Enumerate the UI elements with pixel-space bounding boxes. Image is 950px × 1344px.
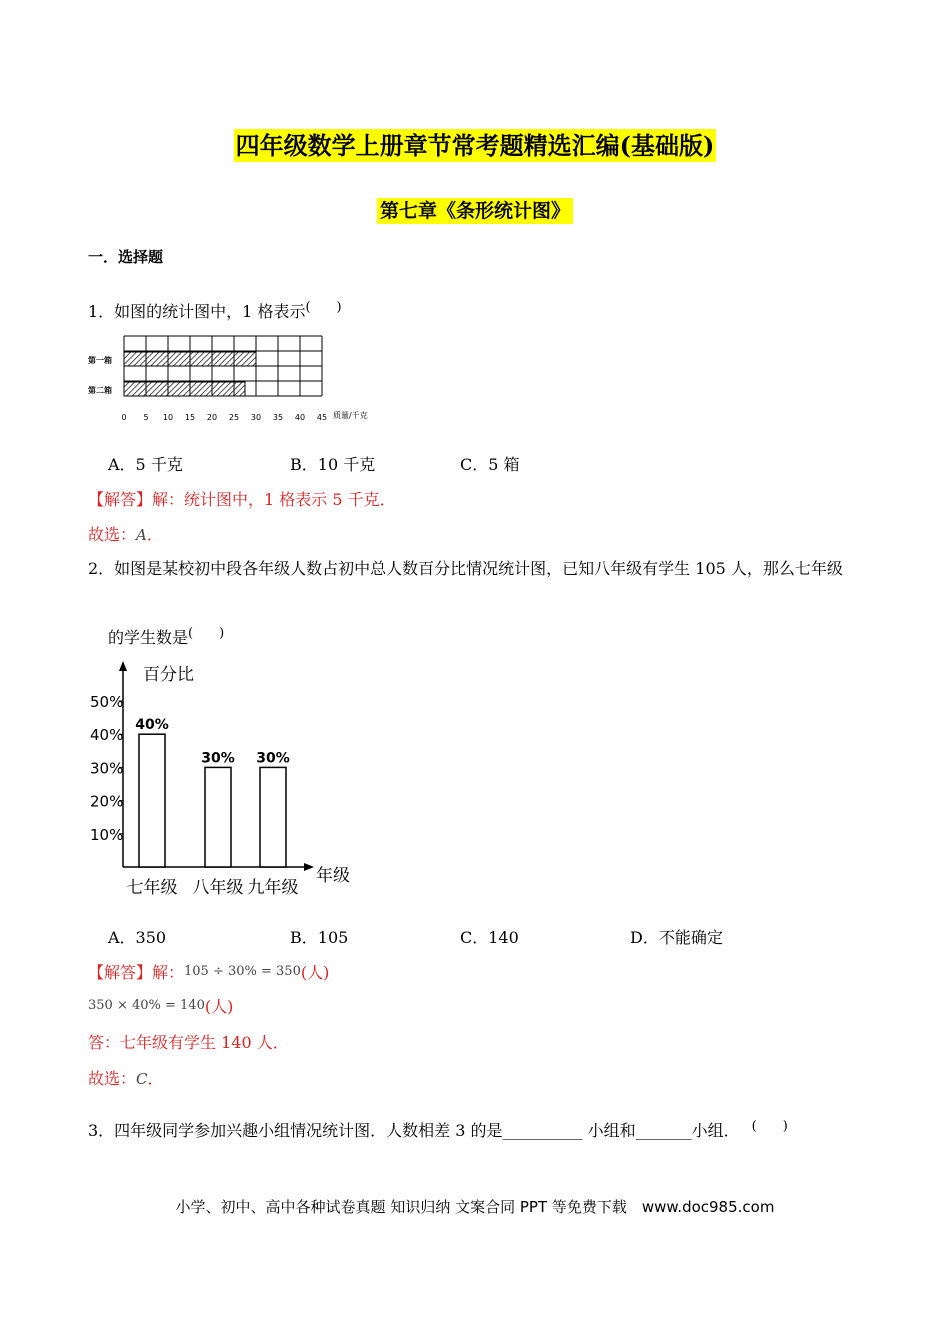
q2-option-c[interactable]: C．140 (460, 928, 519, 947)
question-1 (88, 296, 342, 322)
q2-option-b[interactable]: B．105 (290, 928, 349, 947)
tick-label: 35 (272, 413, 284, 422)
q2-choice-letter: C (136, 1070, 148, 1088)
category-label: 七年级 (126, 878, 178, 898)
q2-answer-line3: 答：七年级有学生 140 人． (88, 1033, 289, 1052)
x-axis-arrow (304, 863, 314, 871)
q1-answer: 【解答】解：统计图中，1 格表示 5 千克． (88, 490, 396, 509)
tick-label: 15 (184, 413, 196, 422)
q1-horizontal-bar-chart (88, 332, 368, 424)
y-axis-arrow (119, 661, 127, 671)
question-1-text: 1．如图的统计图中，1 格表示 (88, 302, 306, 321)
q1-choice-letter: A (136, 526, 147, 544)
q1-option-a[interactable]: A．5 千克 (108, 455, 183, 474)
bar-value-label: 30% (256, 750, 290, 767)
formula-1: 105 ÷ 30% = 350 (184, 964, 301, 979)
bar-value-label: 40% (135, 717, 169, 734)
answer-paren-2: ( ) (188, 626, 225, 641)
y-tick-label: 40% (90, 726, 124, 745)
bar-1 (139, 734, 165, 867)
row-label-2: 第二箱 (88, 386, 112, 395)
answer-paren-3: ( ) (751, 1119, 788, 1134)
question-2-line2: 的学生数是( ) (108, 626, 225, 647)
tick-label: 40 (294, 413, 306, 422)
bar-box-1 (124, 352, 256, 366)
axis-unit: 质量/千克 (333, 411, 368, 420)
bar-3 (260, 767, 286, 867)
tick-label: 25 (228, 413, 240, 422)
q1-choice: 故选：A． (88, 525, 163, 544)
page-footer: 小学、初中、高中各种试卷真题 知识归纳 文案合同 PPT 等免费下载 www.doc985.com (175, 1198, 775, 1216)
answer-paren: ( ) (305, 300, 342, 315)
q1-tick-labels (121, 413, 327, 422)
category-label: 八年级 (192, 878, 244, 898)
tick-label: 20 (206, 413, 218, 422)
bar-box-2 (124, 382, 245, 396)
y-tick-label: 10% (90, 825, 124, 844)
q1-option-b[interactable]: B．10 千克 (290, 455, 376, 474)
bar-value-label: 30% (201, 750, 235, 767)
page-title: 四年级数学上册章节常考题精选汇编(基础版) (235, 131, 715, 160)
row-label-1: 第一箱 (88, 356, 112, 365)
section-heading: 一．选择题 (88, 248, 164, 266)
question-2-text: 2．如图是某校初中段各年级人数占初中总人数百分比情况统计图，已知八年级有学生 105 人，那么七年级 (88, 559, 843, 578)
tick-label: 45 (316, 413, 328, 422)
category-label: 九年级 (247, 878, 299, 898)
q2-choice: 故选：C． (88, 1069, 164, 1088)
q2-option-a[interactable]: A．350 (108, 928, 167, 947)
y-tick-label: 20% (90, 792, 124, 811)
question-3: 3．四年级同学参加兴趣小组情况统计图．人数相差 3 的是__________ 小组和_______小组． ( ) (88, 1119, 788, 1140)
y-axis-label: 百分比 (143, 665, 194, 685)
tick-label: 10 (162, 413, 174, 422)
x-axis-label: 年级 (316, 866, 350, 886)
q2-answer-line2: 350 × 40% = 140(人) (88, 997, 234, 1016)
q2-answer-line1: 【解答】解：105 ÷ 30% = 350(人) (88, 963, 330, 982)
y-tick-label: 50% (90, 693, 124, 711)
chapter-title: 第七章《条形统计图》 (0, 196, 950, 223)
tick-label: 0 (121, 413, 127, 422)
q1-option-c[interactable]: C．5 箱 (460, 455, 520, 474)
q2-bar-chart (88, 655, 358, 905)
formula-2: 350 × 40% = 140 (88, 998, 205, 1013)
y-tick-label: 30% (90, 759, 124, 778)
bar-2 (205, 767, 231, 867)
tick-label: 5 (143, 413, 149, 422)
tick-label: 30 (250, 413, 262, 422)
q2-option-d[interactable]: D．不能确定 (630, 928, 723, 947)
